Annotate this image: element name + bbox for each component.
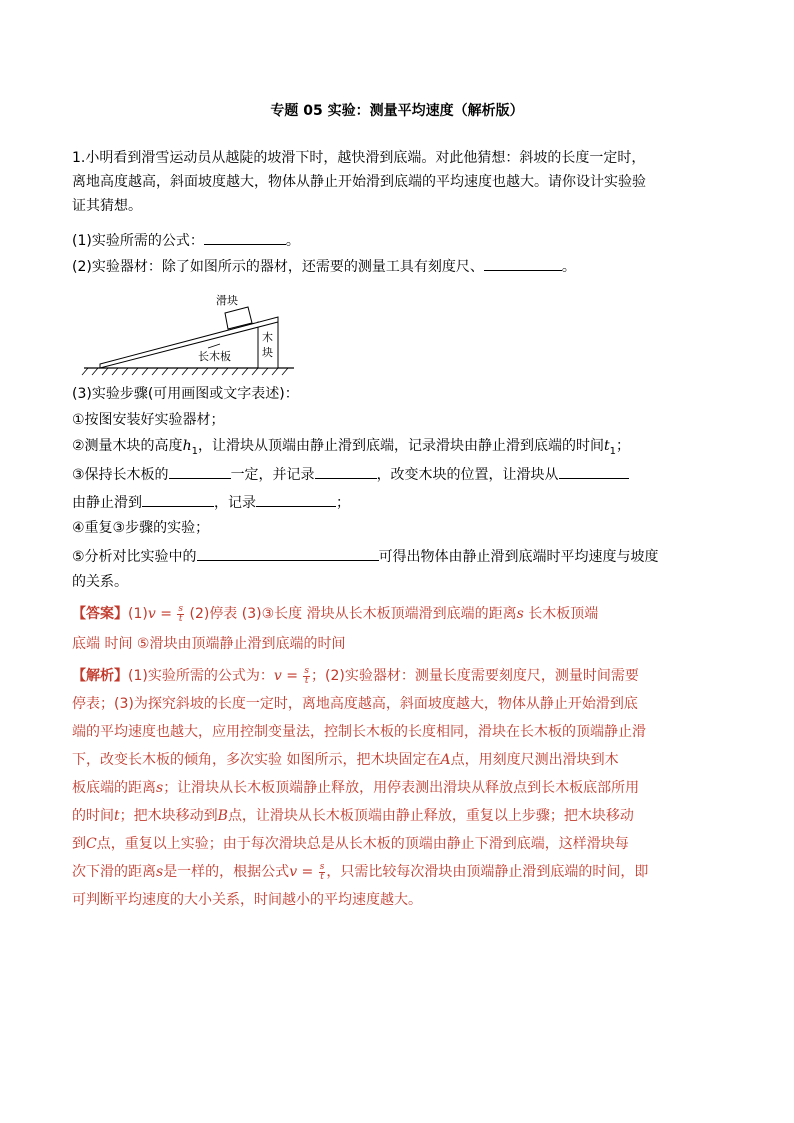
step3-blank-5: [256, 492, 336, 507]
page-title: 专题 05 实验：测量平均速度（解析版）: [270, 103, 524, 119]
analysis-fraction-numerator: s: [304, 665, 310, 676]
analysis-l5-text-b: ；让滑块从长木板顶端静止释放，用停表测出滑块从释放点到长木板底部所用: [163, 780, 640, 796]
step2-text-b: ，让滑块从顶端由静止滑到底端，记录滑块由静止滑到底端的时间: [197, 438, 604, 454]
step-3-line-1: [72, 464, 629, 485]
answer-s-var: s: [516, 606, 524, 622]
analysis-l8-fraction: [319, 863, 326, 882]
question-part-2: [72, 256, 576, 277]
step-5-line-1: [72, 546, 659, 567]
wooden-block: [258, 322, 278, 368]
question-part-3: (3)实验步骤(可用画图或文字表述)：: [72, 386, 299, 402]
q1-blank: [204, 230, 286, 245]
analysis-point-a: A: [440, 752, 451, 768]
analysis-l8-v-var: v: [289, 864, 298, 880]
analysis-l5-s-var: s: [156, 780, 164, 796]
step-3-line-2: [72, 492, 350, 513]
answer-1-prefix: (1): [128, 606, 148, 622]
ground-hatching: [82, 368, 288, 375]
analysis-l8-eq: =: [297, 864, 318, 880]
q2-blank: [484, 256, 562, 271]
analysis-l7-text-a: 到: [72, 836, 86, 852]
analysis-l4-text-a: 下，改变长木板的倾角，多次实验 如图所示，把木块固定在: [72, 752, 441, 768]
step3-text-f: ；: [336, 495, 350, 511]
incline-apparatus-figure: [80, 284, 300, 379]
answer-line-1: [72, 604, 598, 624]
question-intro-line-2: 离地高度越高，斜面坡度越大，物体从静止开始滑到底端的平均速度也越大。请你设计实验验: [72, 174, 646, 190]
answer-eq: =: [155, 606, 177, 622]
step3-blank-3: [559, 464, 629, 479]
step3-text-d: 由静止滑到: [72, 495, 142, 511]
long-board: [100, 317, 278, 368]
analysis-l8-text-b: 是一样的，根据公式: [163, 864, 290, 880]
step-2: [72, 436, 630, 462]
label-slider: 滑块: [216, 295, 238, 307]
analysis-line-1: [72, 666, 639, 686]
analysis-point-b: B: [217, 808, 228, 824]
answer-line1-text: (2)停表 (3)③长度 滑块从长木板顶端滑到底端的距离: [185, 606, 517, 622]
step5-text-a: ⑤分析对比实验中的: [72, 549, 197, 565]
fraction-numerator: s: [178, 603, 184, 614]
analysis-line-4: [72, 750, 619, 770]
question-intro-line-1: 1.小明看到滑雪运动员从越陡的坡滑下时，越快滑到底端。对此他猜想：斜坡的长度一定时，: [72, 150, 646, 166]
step2-text-c: ；: [615, 438, 630, 454]
analysis-eq: =: [281, 668, 303, 684]
analysis-l6-text-b: ；把木块移动到: [119, 808, 218, 824]
answer-v-var: v: [147, 606, 156, 622]
step2-t-var: t: [603, 438, 610, 454]
label-block-2: 块: [262, 347, 273, 359]
analysis-l8-fraction-numerator: s: [319, 861, 325, 872]
step5-blank: [197, 546, 379, 561]
analysis-line-8: [72, 862, 648, 882]
analysis-l8-text-c: ，只需比较每次滑块由顶端静止滑到底端的时间，即: [326, 864, 649, 880]
analysis-line-3: 端的平均速度也越大，应用控制变量法，控制长木板的长度相同，滑块在长木板的顶端静止滑: [72, 724, 646, 740]
board-leader-line: [208, 344, 220, 348]
analysis-l1-text-b: ；(2)实验器材：测量长度需要刻度尺，测量时间需要: [311, 668, 639, 684]
step-4: ④重复③步骤的实验；: [72, 520, 210, 536]
step2-t-sub: 1: [609, 445, 616, 457]
analysis-line-5: [72, 778, 639, 798]
step-5-line-2: 的关系。: [72, 574, 128, 590]
analysis-label: 【解析】: [72, 668, 128, 684]
step3-text-b: 一定，并记录: [230, 467, 315, 483]
q2-text: (2)实验器材：除了如图所示的器材，还需要的测量工具有刻度尺、: [72, 259, 484, 275]
step3-blank-1: [169, 464, 231, 479]
question-intro-line-3: 证其猜想。: [72, 198, 142, 214]
q2-suffix: 。: [561, 259, 576, 275]
label-long-board: 长木板: [198, 351, 231, 363]
step-1: ①按图安装好实验器材；: [72, 412, 225, 428]
step3-blank-4: [142, 492, 214, 507]
analysis-l8-s-var: s: [156, 864, 164, 880]
step3-text-c: ，改变木块的位置，让滑块从: [376, 467, 559, 483]
analysis-l1-text-a: (1)实验所需的公式为：: [128, 668, 274, 684]
analysis-fraction-denominator: t: [304, 675, 309, 686]
analysis-line-9: 可判断平均速度的大小关系，时间越小的平均速度越大。: [72, 892, 422, 908]
analysis-point-c: C: [86, 836, 97, 852]
step2-text-a: ②测量木块的高度: [72, 438, 183, 454]
analysis-l7-text-b: 点，重复以上实验；由于每次滑块总是从长木板的顶端由静止下滑到底端，这样滑块每: [96, 836, 629, 852]
fraction-denominator: t: [178, 613, 183, 624]
analysis-l6-text-c: 点，让滑块从长木板顶端由静止释放，重复以上步骤；把木块移动: [227, 808, 634, 824]
analysis-l8-fraction-denominator: t: [320, 871, 324, 882]
analysis-line-6: [72, 806, 634, 826]
analysis-l5-text-a: 板底端的距离: [72, 780, 156, 796]
step2-h-sub: 1: [191, 445, 198, 457]
analysis-line-2: 停表；(3)为探究斜坡的长度一定时，离地高度越高，斜面坡度越大，物体从静止开始滑到底: [72, 696, 638, 712]
q1-suffix: 。: [285, 233, 300, 249]
analysis-line-7: [72, 834, 629, 854]
analysis-l6-t-var: t: [114, 808, 120, 824]
label-block-1: 木: [262, 332, 273, 344]
step3-text-e: ，记录: [214, 495, 256, 511]
step5-text-b: 可得出物体由静止滑到底端时平均速度与坡度: [378, 549, 659, 565]
answer-fraction: [177, 605, 184, 624]
answer-line-2: 底端 时间 ⑤滑块由顶端静止滑到底端的时间: [72, 636, 346, 652]
q1-text: (1)实验所需的公式：: [72, 233, 204, 249]
step3-text-a: ③保持长木板的: [72, 467, 169, 483]
analysis-v-var: v: [273, 668, 282, 684]
step2-h-var: h: [182, 438, 192, 454]
analysis-l6-text-a: 的时间: [72, 808, 114, 824]
step3-blank-2: [315, 464, 377, 479]
answer-line1-end: 长木板顶端: [523, 606, 599, 622]
analysis-l8-text-a: 次下滑的距离: [72, 864, 156, 880]
analysis-fraction: [303, 667, 310, 686]
question-part-1: [72, 230, 300, 251]
answer-label: 【答案】: [72, 606, 128, 622]
analysis-l4-text-b: 点，用刻度尺测出滑块到木: [450, 752, 619, 768]
